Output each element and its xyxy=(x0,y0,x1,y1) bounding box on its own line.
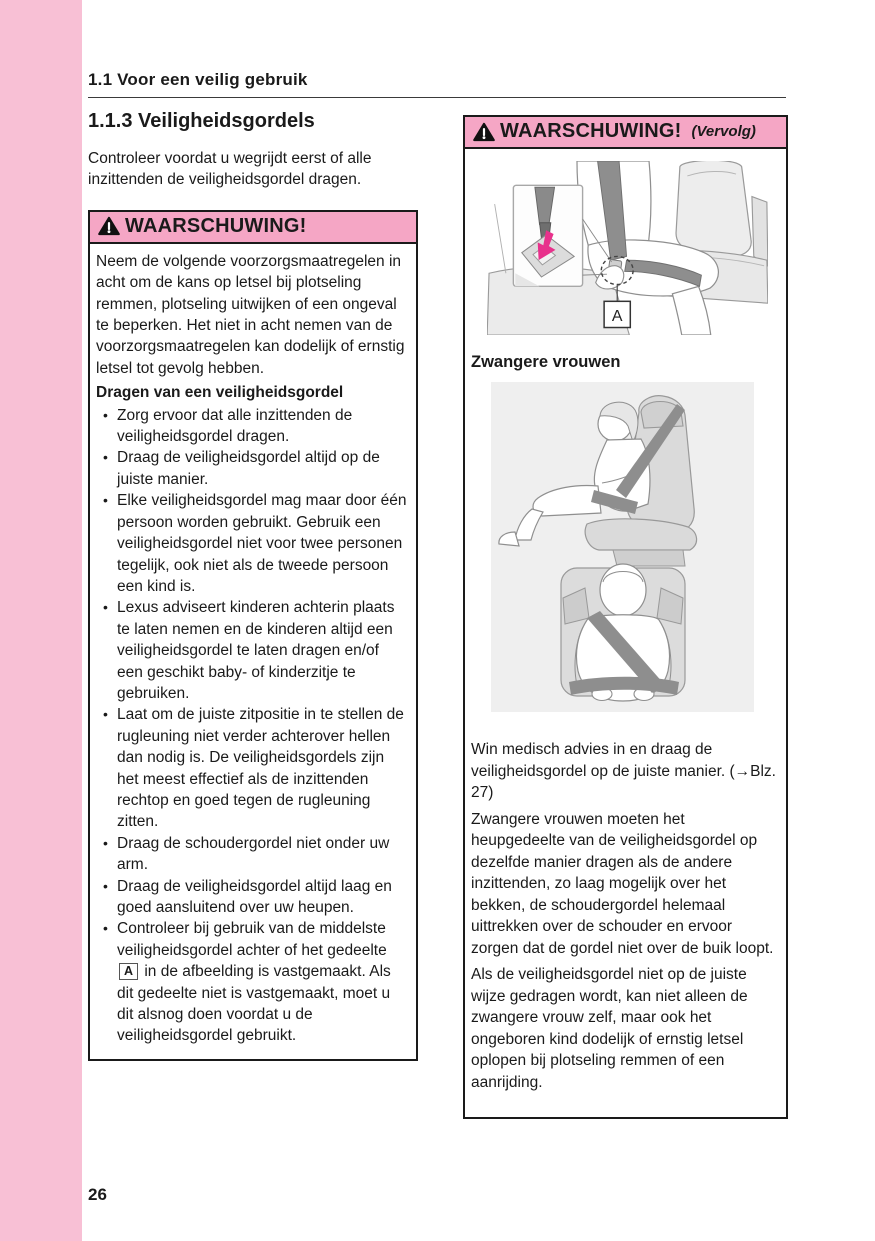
inline-figure-label-A: A xyxy=(119,963,138,980)
bullet-text: Draag de schoudergordel niet onder uw arm. xyxy=(117,834,390,874)
warning-bullet-item xyxy=(96,876,409,919)
paragraph: Zwangere vrouwen moeten het heupgedeelte van de veiligheidsgordel op dezelfde manier dragen als de andere inzittenden, zo laag mogelijk over het bekken, de schoudergordel helemaal uittrekken over de schouder en ervoor zorgen dat de gordel niet over de buik loopt. xyxy=(471,810,774,957)
warning-bullet-item xyxy=(96,597,409,704)
seatbelt-buckle-figure xyxy=(487,161,768,335)
bullet-text: Lexus adviseert kinderen achterin plaats te laten nemen en de kinderen altijd een veiligheidsgordel te laten dragen en/of een geschikt baby- of kinderzitje te gebruiken. xyxy=(117,599,395,702)
warning-bullet-item xyxy=(96,918,409,1046)
pregnant-women-subheading: Zwangere vrouwen xyxy=(471,353,621,371)
bullet-marker: • xyxy=(103,449,108,466)
warning-titlebar-continued xyxy=(465,117,786,149)
warning-continued-label: (Vervolg) xyxy=(691,123,756,140)
warning-title: WAARSCHUWING! xyxy=(125,214,307,237)
left-column xyxy=(88,110,418,1061)
pregnant-woman-figure xyxy=(491,382,754,712)
paragraph: Win medisch advies in en draag de veiligheidsgordel op de juiste manier. (→Blz. 27) xyxy=(471,741,776,801)
bullet-marker: • xyxy=(103,706,108,723)
section-title: 1.1 Voor een veilig gebruik xyxy=(88,70,308,89)
warning-triangle-icon xyxy=(473,122,495,142)
bullet-marker: • xyxy=(103,877,108,894)
figure-label-A: A xyxy=(611,307,623,325)
warning-bullet-item xyxy=(96,405,409,448)
intro-paragraph: Controleer voordat u wegrijdt eerst of alle inzittenden de veiligheidsgordel dragen. xyxy=(88,150,372,189)
bullet-text: Elke veiligheidsgordel mag maar door één persoon worden gebruikt. Gebruik een veiligheidsgordel niet voor twee personen tegelijk, ook niet als de tweede persoon een kind is. xyxy=(117,492,407,595)
warning-box-right xyxy=(463,115,788,1119)
section-header xyxy=(88,70,786,98)
bullet-text: Draag de veiligheidsgordel altijd op de juiste manier. xyxy=(117,449,380,488)
bullet-marker: • xyxy=(103,406,108,423)
pregnancy-paragraphs xyxy=(471,739,778,1093)
page-number: 26 xyxy=(88,1185,107,1204)
warning-box-left xyxy=(88,210,418,1061)
warning-title: WAARSCHUWING! xyxy=(500,120,682,142)
subsection-title: 1.1.3 Veiligheidsgordels xyxy=(88,110,315,132)
warning-bullet-item xyxy=(96,490,409,597)
bullet-marker: • xyxy=(103,599,108,616)
warning-lead-text: Neem de volgende voorzorgsmaatregelen in acht om de kans op letsel bij plotseling remmen, plotseling uitwijken of een ongeval te beperken. Het niet in acht nemen van de voorzorgsmaatregelen kan dodelijk of ernstig letsel tot gevolg hebben. xyxy=(96,252,405,377)
bullet-text: Controleer bij gebruik van de middelste veiligheidsgordel achter of het gedeelte A in de afbeelding is vastgemaakt. Als dit gedeelte niet is vastgemaakt, moet u dit alsnog doen voordat u de veiligheidsgordel gebruikt. xyxy=(117,920,391,1045)
bullet-marker: • xyxy=(103,492,108,509)
bullet-text: Zorg ervoor dat alle inzittenden de veiligheidsgordel dragen. xyxy=(117,406,353,446)
bullet-marker: • xyxy=(103,834,108,851)
page-edge-pink-strip xyxy=(0,0,82,1241)
warning-bullet-list xyxy=(96,405,409,1047)
warning-titlebar xyxy=(90,212,416,244)
warning-bullet-item xyxy=(96,833,409,876)
warning-subheading: Dragen van een veiligheidsgordel xyxy=(96,384,344,402)
warning-body xyxy=(90,244,416,1059)
bullet-text: Draag de veiligheidsgordel altijd laag en goed aansluitend over uw heupen. xyxy=(117,877,392,916)
warning-bullet-item xyxy=(96,704,409,832)
warning-bullet-item xyxy=(96,447,409,490)
bullet-text: Laat om de juiste zitpositie in te stellen de rugleuning niet verder achterover hellen dan nodig is. De veiligheidsgordels zijn het meest effectief als de inzittenden rechtop en goed tegen de rugleuning zitten. xyxy=(117,706,404,831)
bullet-marker: • xyxy=(103,920,108,937)
warning-triangle-icon xyxy=(98,216,120,236)
paragraph: Als de veiligheidsgordel niet op de juiste wijze gedragen wordt, kan niet alleen de zwangere vrouw zelf, maar ook het ongeboren kind dodelijk of ernstig letsel oplopen bij plotseling remmen of een aanrijding. xyxy=(471,966,748,1091)
